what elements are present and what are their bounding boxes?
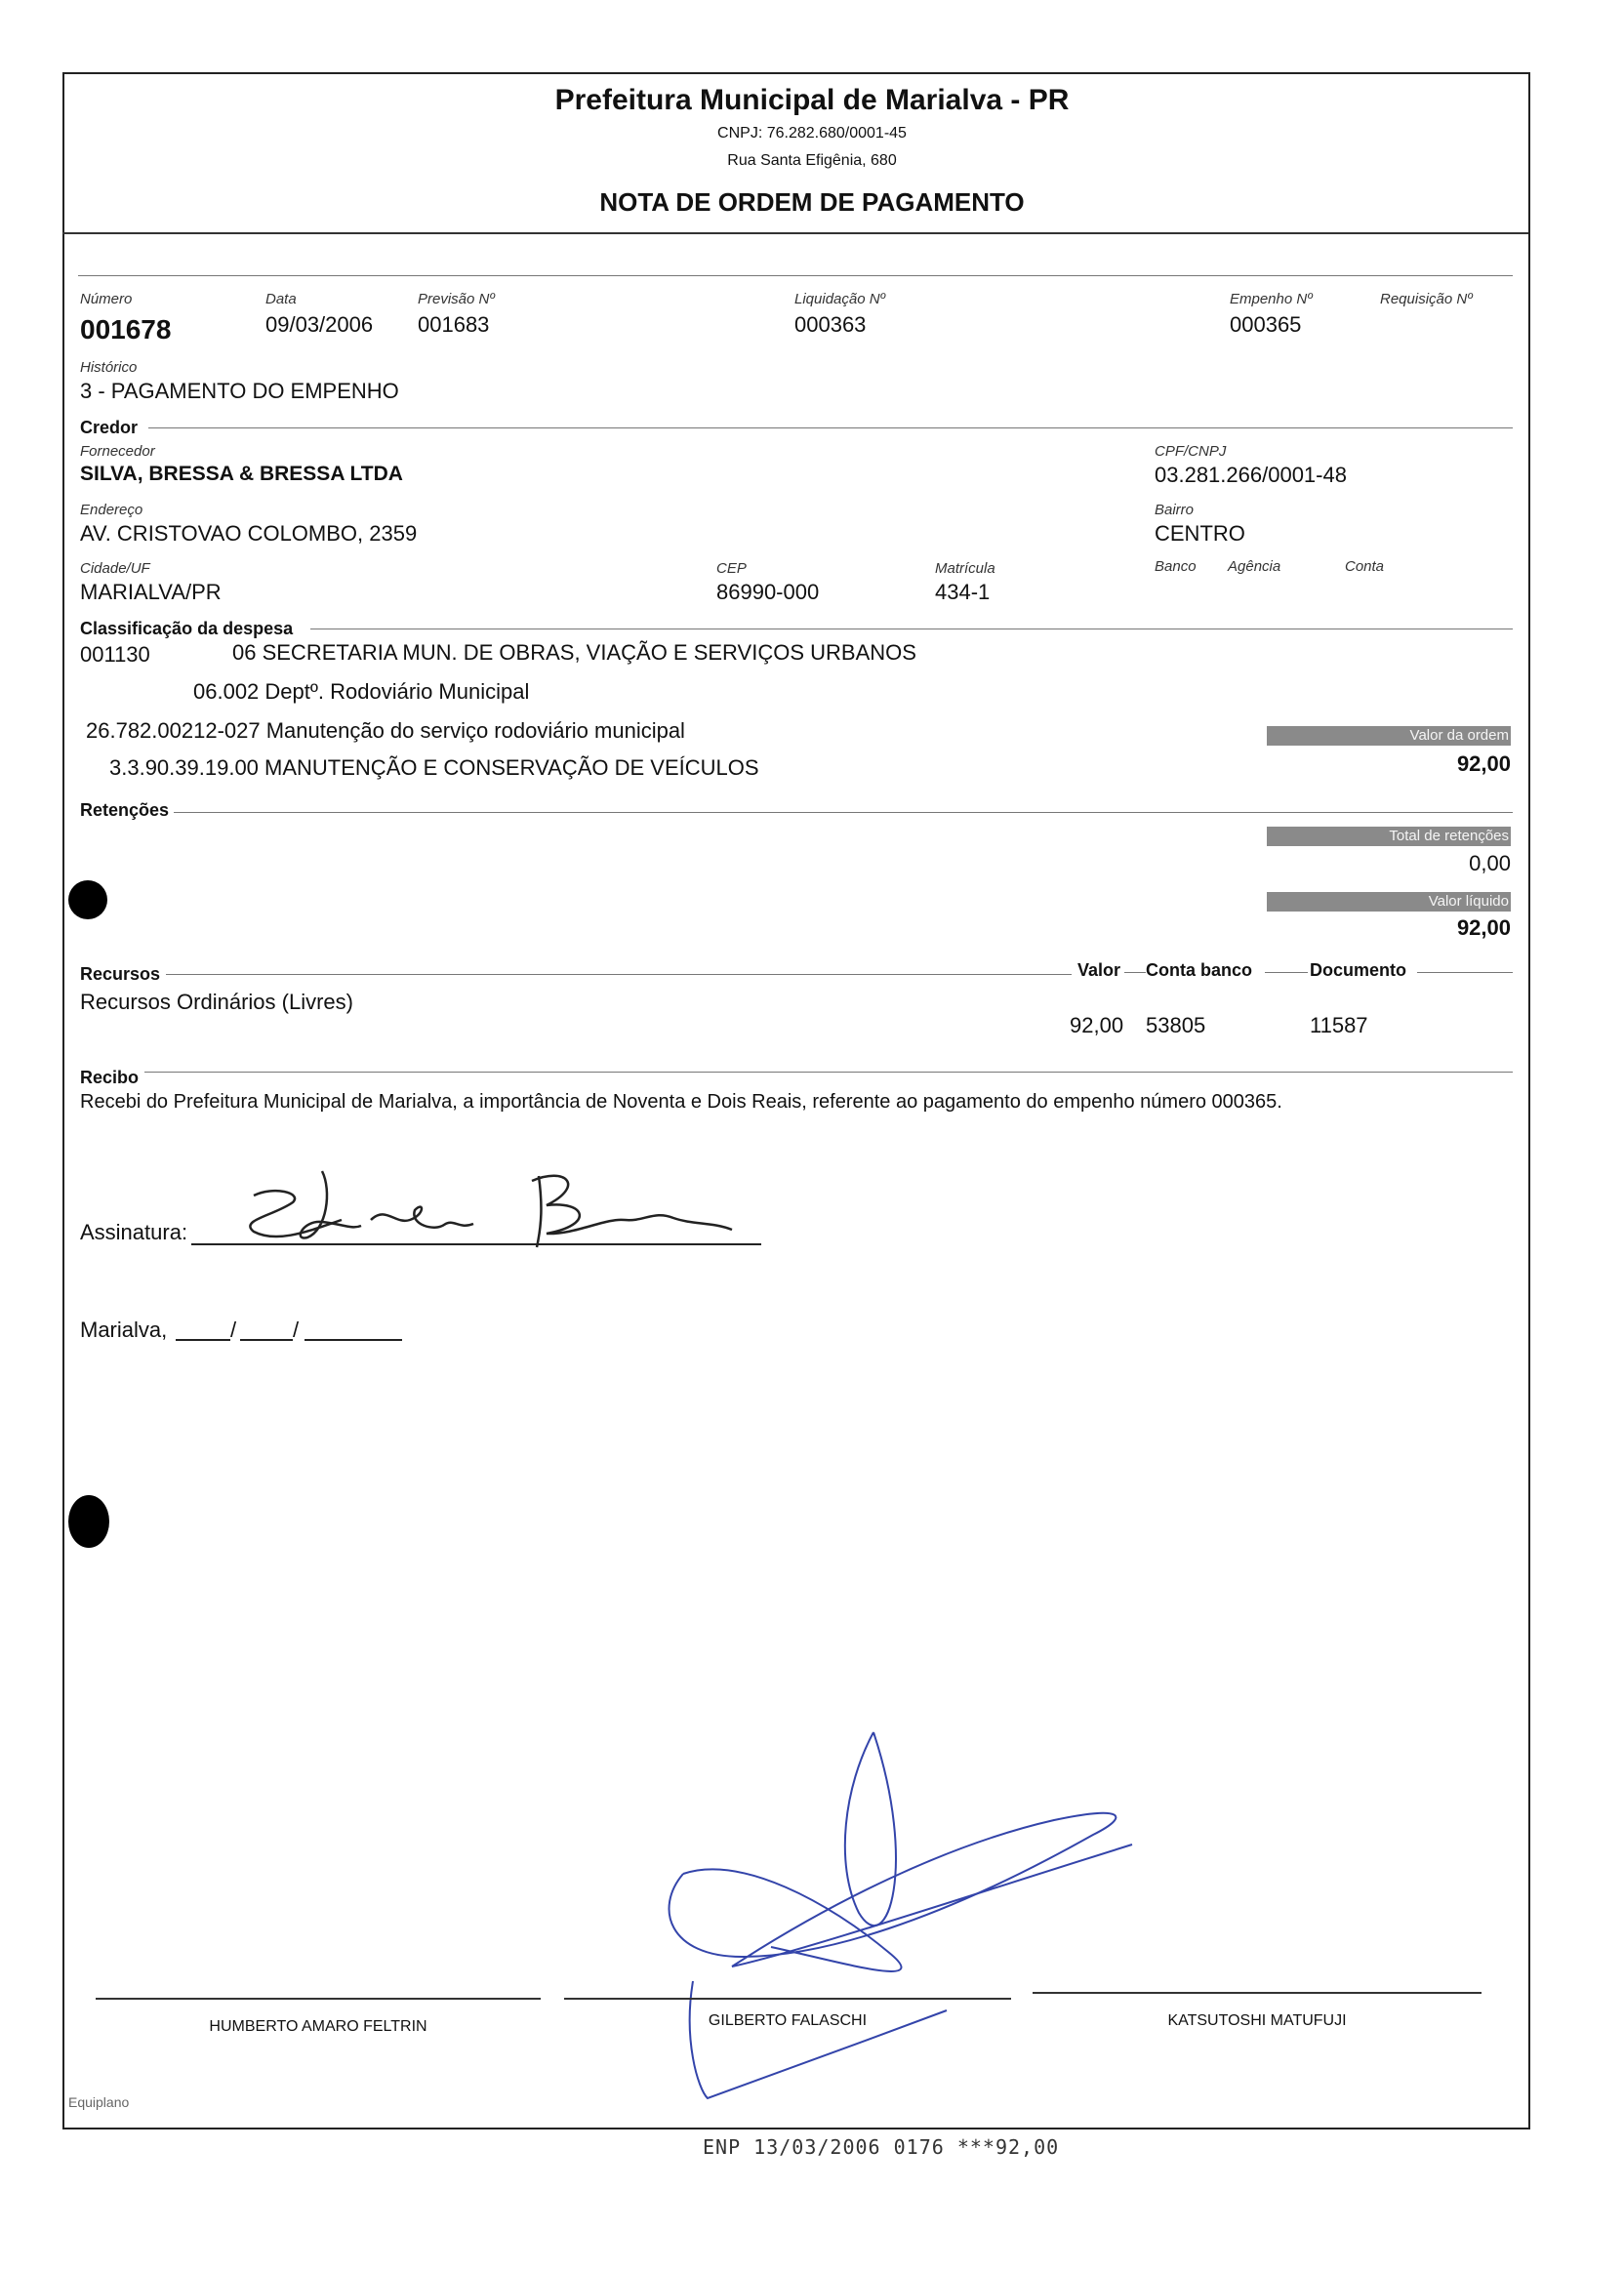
- credor-rule: [148, 427, 1513, 428]
- header-cnpj: CNPJ: 76.282.680/0001-45: [717, 125, 907, 142]
- numero-label: Número: [80, 291, 133, 307]
- fields-top-rule: [78, 275, 1513, 276]
- empenho-label: Empenho Nº: [1230, 291, 1313, 307]
- footer-stamp: ENP 13/03/2006 0176 ***92,00: [703, 2135, 1060, 2159]
- total-retencoes-value: 0,00: [1469, 851, 1511, 875]
- header-address: Rua Santa Efigênia, 680: [727, 152, 897, 169]
- cep-value: 86990-000: [716, 580, 820, 604]
- cpf-value: 03.281.266/0001-48: [1155, 463, 1347, 487]
- footer-system: Equiplano: [68, 2094, 130, 2110]
- classificacao-line1: 06 SECRETARIA MUN. DE OBRAS, VIAÇÃO E SERVIÇOS URBANOS: [232, 640, 916, 665]
- bairro-value: CENTRO: [1155, 521, 1245, 546]
- data-label: Data: [265, 291, 297, 307]
- matricula-value: 434-1: [935, 580, 991, 604]
- recursos-valor: 92,00: [1070, 1013, 1124, 1037]
- header-title: Prefeitura Municipal de Marialva - PR: [554, 84, 1070, 116]
- numero-value: 001678: [80, 314, 172, 345]
- recursos-valor-header: Valor: [1077, 960, 1121, 980]
- recursos-documento: 11587: [1310, 1013, 1368, 1037]
- recursos-rule-c: [1265, 972, 1308, 973]
- recibo-handwritten-signature: [215, 1152, 761, 1269]
- agencia-label: Agência: [1228, 558, 1281, 575]
- recursos-rule-a: [166, 974, 1072, 975]
- recursos-descricao: Recursos Ordinários (Livres): [80, 990, 353, 1014]
- credor-section: Credor: [80, 418, 139, 437]
- empenho-value: 000365: [1230, 312, 1302, 337]
- signature-name-3: KATSUTOSHI MATUFUJI: [1167, 2012, 1347, 2029]
- punch-hole-bottom: [68, 1495, 109, 1548]
- retencoes-rule: [174, 812, 1513, 813]
- recibo-section: Recibo: [80, 1068, 140, 1087]
- signature-line-1: [96, 1998, 541, 2000]
- document-title: NOTA DE ORDEM DE PAGAMENTO: [599, 187, 1025, 217]
- valor-liquido-header: Valor líquido: [1267, 892, 1511, 912]
- classificacao-section: Classificação da despesa: [80, 619, 294, 638]
- fornecedor-value: SILVA, BRESSA & BRESSA LTDA: [80, 463, 403, 485]
- endereco-value: AV. CRISTOVAO COLOMBO, 2359: [80, 521, 418, 546]
- previsao-value: 001683: [418, 312, 490, 337]
- signature-line-3: [1033, 1992, 1482, 1994]
- cidade-label: Cidade/UF: [80, 560, 150, 577]
- date-sep-1: /: [230, 1318, 237, 1342]
- punch-hole-top: [68, 880, 107, 919]
- cidade-value: MARIALVA/PR: [80, 580, 222, 604]
- data-value: 09/03/2006: [265, 312, 374, 337]
- valor-ordem-value: 92,00: [1456, 751, 1511, 776]
- recursos-section: Recursos: [80, 964, 161, 984]
- recursos-conta: 53805: [1146, 1013, 1206, 1037]
- classificacao-line2: 06.002 Deptº. Rodoviário Municipal: [193, 679, 530, 704]
- requisicao-label: Requisição Nº: [1380, 291, 1473, 307]
- historico-label: Histórico: [80, 359, 138, 376]
- bairro-label: Bairro: [1155, 502, 1195, 518]
- signature-name-2: GILBERTO FALASCHI: [708, 2012, 868, 2029]
- header-divider: [62, 232, 1528, 234]
- recursos-documento-header: Documento: [1310, 960, 1406, 980]
- total-retencoes-header: Total de retenções: [1267, 827, 1511, 846]
- classificacao-line4: 3.3.90.39.19.00 MANUTENÇÃO E CONSERVAÇÃO DE VEÍCULOS: [109, 755, 759, 780]
- date-line-month: [240, 1339, 293, 1341]
- recursos-conta-header: Conta banco: [1146, 960, 1253, 980]
- valor-ordem-header: Valor da ordem: [1267, 726, 1511, 746]
- recursos-rule-d: [1417, 972, 1513, 973]
- recibo-text: Recebi do Prefeitura Municipal de Marialva, a importância de Noventa e Dois Reais, referente ao pagamento do empenho número 000365.: [80, 1091, 1282, 1113]
- classificacao-code: 001130: [80, 642, 150, 667]
- valor-liquido-value: 92,00: [1456, 915, 1511, 940]
- recibo-rule: [144, 1072, 1513, 1073]
- previsao-label: Previsão Nº: [418, 291, 495, 307]
- fornecedor-label: Fornecedor: [80, 443, 155, 460]
- banco-label: Banco: [1155, 558, 1197, 575]
- assinatura-label: Assinatura:: [80, 1220, 188, 1244]
- classificacao-line3: 26.782.00212-027 Manutenção do serviço rodoviário municipal: [86, 718, 685, 743]
- conta-label: Conta: [1345, 558, 1385, 575]
- endereco-label: Endereço: [80, 502, 143, 518]
- liquidacao-label: Liquidação Nº: [794, 291, 886, 307]
- liquidacao-value: 000363: [794, 312, 867, 337]
- historico-value: 3 - PAGAMENTO DO EMPENHO: [80, 379, 399, 403]
- retencoes-section: Retenções: [80, 800, 170, 820]
- date-line-year: [304, 1339, 402, 1341]
- signature-line-2: [564, 1998, 1011, 2000]
- recursos-rule-b: [1124, 972, 1146, 973]
- cpf-label: CPF/CNPJ: [1155, 443, 1227, 460]
- blue-handwritten-signature: [625, 1727, 1152, 2118]
- local-label: Marialva,: [80, 1318, 168, 1342]
- matricula-label: Matrícula: [935, 560, 995, 577]
- signature-name-1: HUMBERTO AMARO FELTRIN: [209, 2018, 427, 2035]
- date-sep-2: /: [293, 1318, 300, 1342]
- date-line-day: [176, 1339, 230, 1341]
- cep-label: CEP: [716, 560, 747, 577]
